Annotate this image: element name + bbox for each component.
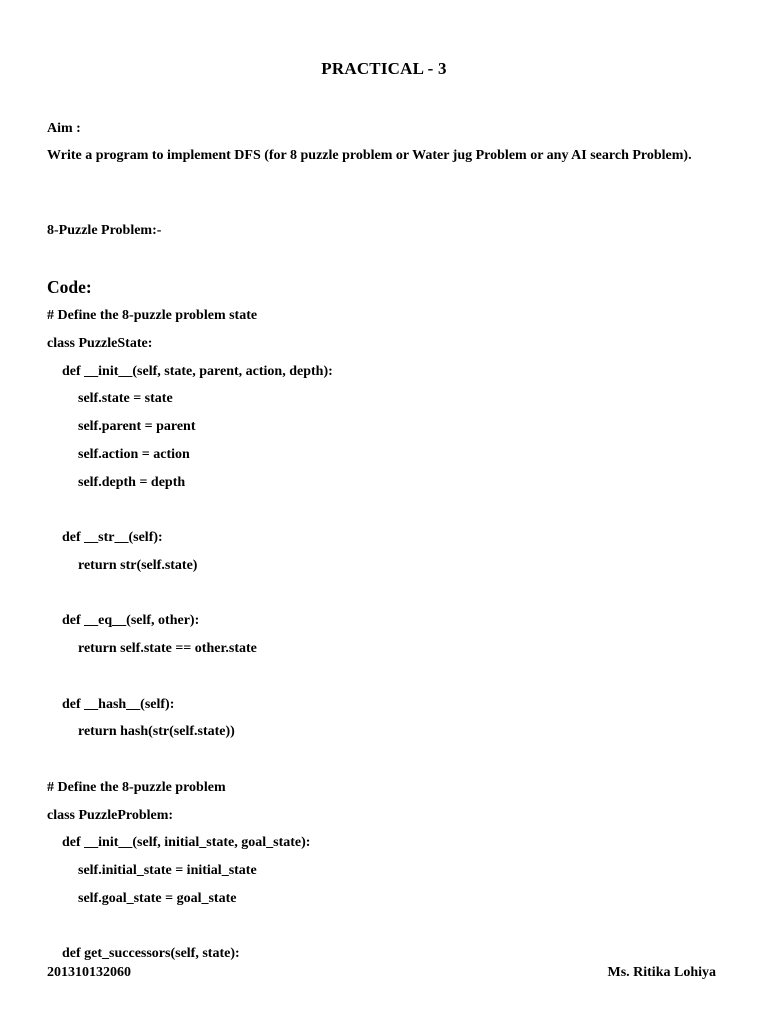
code-blank-line	[47, 584, 727, 612]
code-line: return self.state == other.state	[78, 641, 257, 656]
footer-student-id: 201310132060	[47, 965, 131, 980]
code-line: return str(self.state)	[78, 557, 198, 573]
code-line: self.parent = parent	[78, 419, 196, 434]
code-blank-line	[47, 500, 727, 528]
code-line: # Define the 8-puzzle problem state	[47, 308, 258, 323]
code-line: self.action = action	[78, 446, 190, 462]
code-blank-line	[47, 917, 727, 945]
code-heading: Code:	[47, 277, 92, 297]
code-line: # Define the 8-puzzle problem	[47, 779, 226, 795]
code-line: class PuzzleProblem:	[47, 807, 174, 823]
code-line: self.initial_state = initial_state	[78, 863, 257, 878]
code-line: def __str__(self):	[62, 530, 163, 545]
footer-author: Ms. Ritika Lohiya	[607, 965, 716, 980]
code-line: return hash(str(self.state))	[78, 724, 235, 740]
aim-text: Write a program to implement DFS (for 8 puzzle problem or Water jug Problem or any AI search Problem).	[47, 148, 692, 163]
code-blank-line	[47, 667, 727, 695]
code-line: self.goal_state = goal_state	[78, 890, 237, 906]
aim-label: Aim :	[47, 121, 81, 136]
code-block	[47, 306, 727, 972]
code-line: def __eq__(self, other):	[62, 613, 200, 629]
page-title: PRACTICAL - 3	[321, 59, 447, 78]
code-line: def __init__(self, initial_state, goal_state):	[62, 835, 311, 851]
code-line: self.state = state	[78, 391, 173, 407]
code-blank-line	[47, 750, 727, 778]
code-line: class PuzzleState:	[47, 335, 153, 351]
code-line: def get_successors(self, state):	[62, 946, 240, 962]
page-footer	[47, 964, 716, 982]
code-line: def __init__(self, state, parent, action, depth):	[62, 363, 333, 379]
section-label: 8-Puzzle Problem:-	[47, 223, 162, 238]
code-line: self.depth = depth	[78, 474, 186, 490]
code-line: def __hash__(self):	[62, 696, 175, 712]
